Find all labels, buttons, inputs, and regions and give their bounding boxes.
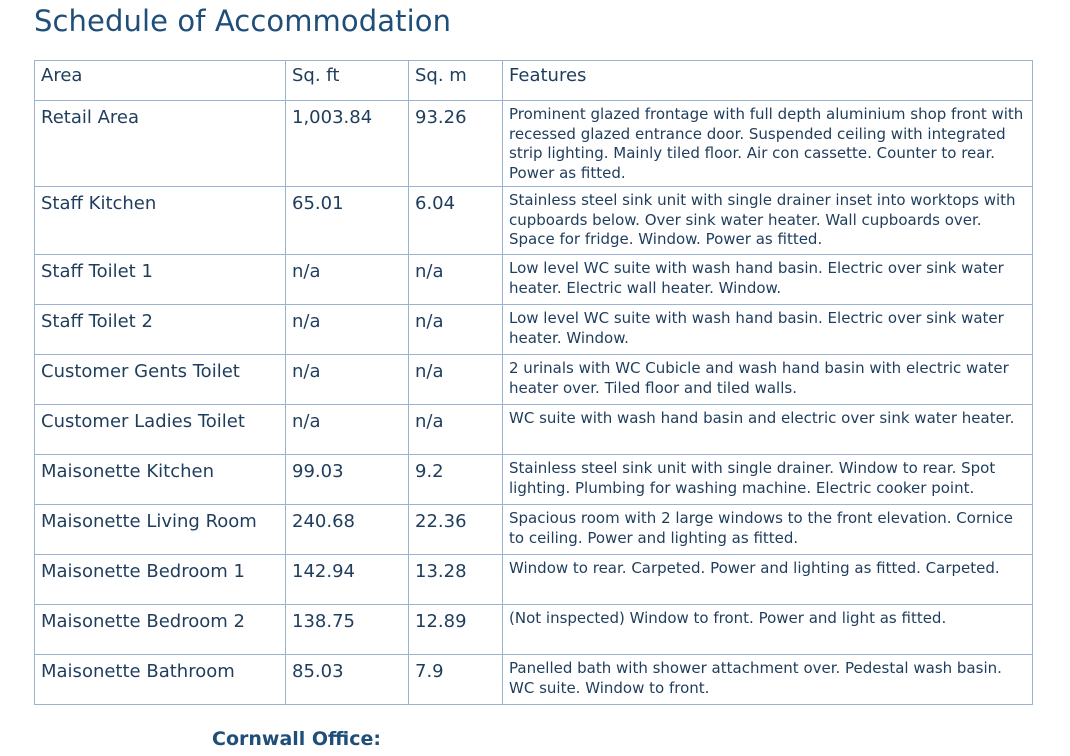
cell-features: (Not inspected) Window to front. Power and light as fitted.	[503, 605, 1033, 655]
cell-area: Staff Toilet 1	[35, 255, 286, 305]
table-row	[35, 455, 1033, 505]
cell-features: WC suite with wash hand basin and electric over sink water heater.	[503, 405, 1033, 455]
cell-area: Customer Gents Toilet	[35, 355, 286, 405]
page-title: Schedule of Accommodation	[34, 4, 452, 38]
cell-sq-m: 12.89	[409, 605, 503, 655]
cell-sq-m: 6.04	[409, 187, 503, 255]
cell-sq-m: 13.28	[409, 555, 503, 605]
cell-area: Maisonette Bedroom 2	[35, 605, 286, 655]
table-row	[35, 355, 1033, 405]
cell-features: Low level WC suite with wash hand basin. Electric over sink water heater. Electric wall heater. Window.	[503, 255, 1033, 305]
cell-sq-ft: n/a	[286, 405, 409, 455]
office-heading: Cornwall Office:	[212, 728, 381, 750]
cell-area: Retail Area	[35, 101, 286, 187]
table-header-row	[35, 61, 1033, 101]
table-row	[35, 101, 1033, 187]
cell-sq-ft: n/a	[286, 355, 409, 405]
cell-sq-m: n/a	[409, 355, 503, 405]
table-row	[35, 187, 1033, 255]
cell-sq-ft: n/a	[286, 255, 409, 305]
cell-features: Prominent glazed frontage with full depth aluminium shop front with recessed glazed entrance door. Suspended ceiling with integrated strip lighting. Mainly tiled floor. Air con cassette. Counter to rear. Power as fitted.	[503, 101, 1033, 187]
cell-area: Customer Ladies Toilet	[35, 405, 286, 455]
cell-sq-ft: 138.75	[286, 605, 409, 655]
cell-sq-m: 93.26	[409, 101, 503, 187]
cell-area: Staff Kitchen	[35, 187, 286, 255]
cell-area: Maisonette Bathroom	[35, 655, 286, 705]
cell-area: Staff Toilet 2	[35, 305, 286, 355]
cell-sq-m: 7.9	[409, 655, 503, 705]
cell-sq-m: n/a	[409, 255, 503, 305]
table-row	[35, 405, 1033, 455]
table-row	[35, 655, 1033, 705]
cell-sq-m: 22.36	[409, 505, 503, 555]
cell-features: Spacious room with 2 large windows to the front elevation. Cornice to ceiling. Power and lighting as fitted.	[503, 505, 1033, 555]
header-sq-ft: Sq. ft	[286, 61, 409, 101]
cell-features: Low level WC suite with wash hand basin. Electric over sink water heater. Window.	[503, 305, 1033, 355]
cell-sq-m: n/a	[409, 305, 503, 355]
table-row	[35, 305, 1033, 355]
cell-sq-ft: 85.03	[286, 655, 409, 705]
cell-sq-ft: 99.03	[286, 455, 409, 505]
cell-features: 2 urinals with WC Cubicle and wash hand basin with electric water heater over. Tiled floor and tiled walls.	[503, 355, 1033, 405]
cell-area: Maisonette Kitchen	[35, 455, 286, 505]
table-row	[35, 605, 1033, 655]
cell-area: Maisonette Bedroom 1	[35, 555, 286, 605]
table-row	[35, 255, 1033, 305]
table-row	[35, 505, 1033, 555]
cell-sq-ft: 240.68	[286, 505, 409, 555]
cell-sq-ft: 1,003.84	[286, 101, 409, 187]
table-row	[35, 555, 1033, 605]
cell-sq-ft: 142.94	[286, 555, 409, 605]
cell-features: Stainless steel sink unit with single drainer inset into worktops with cupboards below. Over sink water heater. Wall cupboards over. Space for fridge. Window. Power as fitted.	[503, 187, 1033, 255]
cell-sq-ft: 65.01	[286, 187, 409, 255]
cell-sq-m: n/a	[409, 405, 503, 455]
cell-area: Maisonette Living Room	[35, 505, 286, 555]
header-features: Features	[503, 61, 1033, 101]
cell-features: Stainless steel sink unit with single drainer. Window to rear. Spot lighting. Plumbing for washing machine. Electric cooker point.	[503, 455, 1033, 505]
cell-features: Panelled bath with shower attachment over. Pedestal wash basin. WC suite. Window to front.	[503, 655, 1033, 705]
accommodation-table	[34, 60, 1033, 705]
header-area: Area	[35, 61, 286, 101]
cell-sq-m: 9.2	[409, 455, 503, 505]
header-sq-m: Sq. m	[409, 61, 503, 101]
cell-sq-ft: n/a	[286, 305, 409, 355]
cell-features: Window to rear. Carpeted. Power and lighting as fitted. Carpeted.	[503, 555, 1033, 605]
